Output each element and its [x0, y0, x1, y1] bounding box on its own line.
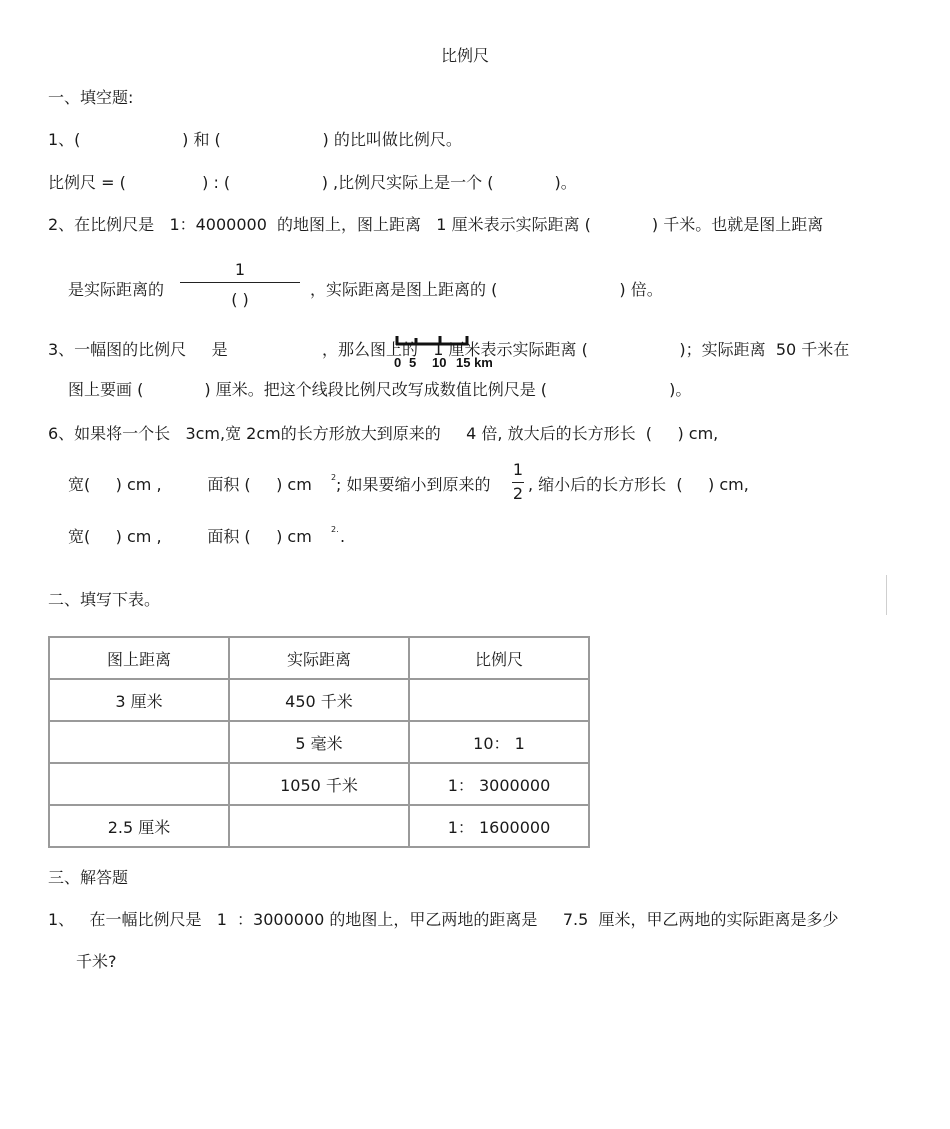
- table-cell: [49, 763, 229, 805]
- question-2-fraction: [180, 260, 300, 310]
- scale-label-5: 5: [409, 355, 417, 370]
- line-scale-bar: [394, 334, 504, 374]
- table-cell: [229, 805, 409, 847]
- table-row: [49, 679, 589, 721]
- table-cell: 1： 3000000: [409, 763, 589, 805]
- question-6-line1: 6、如果将一个长 3cm,宽 2cm的长方形放大到原来的 4 倍, 放大后的长方形长 ( ) cm,: [48, 424, 719, 443]
- question-2-line1: 2、在比例尺是 1：4000000 的地图上，图上距离 1 厘米表示实际距离 ( ) 千米。也就是图上距离: [48, 215, 824, 234]
- divider: [886, 575, 887, 615]
- scale-label-0: 0: [394, 355, 402, 370]
- table-cell: 2.5 厘米: [49, 805, 229, 847]
- table-cell: [49, 721, 229, 763]
- table-row: [49, 763, 589, 805]
- half-denominator: 2: [512, 484, 524, 503]
- table-cell: 1： 1600000: [409, 805, 589, 847]
- table-row: [49, 721, 589, 763]
- question-3-line2: 图上要画 ( ) 厘米。把这个线段比例尺改写成数值比例尺是 ( )。: [68, 380, 692, 399]
- table-cell: [409, 679, 589, 721]
- scale-bar-lines: [396, 336, 468, 345]
- scale-label-15km: 15 km: [456, 355, 493, 370]
- table-cell: 450 千米: [229, 679, 409, 721]
- table-header-row: [49, 637, 589, 679]
- problem-1-line1: 1、 在一幅比例尺是 1 ：3000000 的地图上，甲乙两地的距离是 7.5 厘米，甲乙两地的实际距离是多少: [48, 910, 839, 929]
- problem-1-line2: 千米?: [76, 952, 117, 971]
- superscript-2: 2: [331, 473, 337, 482]
- table-cell: 10： 1: [409, 721, 589, 763]
- table-header-cell: 实际距离: [229, 637, 409, 679]
- superscript-2-dot: 2.: [331, 525, 339, 534]
- question-6-line3a: 宽( ) cm , 面积 ( ) cm: [68, 527, 312, 546]
- fraction-numerator: 1: [234, 260, 246, 279]
- section2-heading: 二、填写下表。: [48, 590, 161, 609]
- question-6-line3b: .: [340, 527, 346, 546]
- distance-table: [48, 636, 590, 848]
- scale-label-10: 10: [432, 355, 447, 370]
- half-numerator: 1: [512, 460, 524, 479]
- question-6-line2c: , 缩小后的长方形长 ( ) cm,: [528, 475, 749, 494]
- fraction-bar: [180, 282, 300, 283]
- question-6-line2a: 宽( ) cm , 面积 ( ) cm: [68, 475, 312, 494]
- page-title: 比例尺: [441, 46, 490, 65]
- question-6-line2b: ; 如果要缩小到原来的: [336, 475, 491, 494]
- fraction-denominator: ( ): [231, 290, 249, 309]
- question-1-line2: 比例尺 = ( ) : ( ) ,比例尺实际上是一个 ( )。: [48, 173, 577, 192]
- table-cell: 3 厘米: [49, 679, 229, 721]
- section3-heading: 三、解答题: [48, 868, 129, 887]
- half-fraction: [510, 461, 526, 503]
- section1-heading: 一、填空题:: [48, 88, 134, 107]
- question-2-prefix: 是实际距离的: [68, 280, 165, 299]
- question-2-suffix: ，实际距离是图上距离的 ( ) 倍。: [310, 280, 663, 299]
- table-row: [49, 805, 589, 847]
- table-header-cell: 图上距离: [49, 637, 229, 679]
- question-3-part-b: ，那么图上的 1 厘米表示实际距离 ( )；实际距离 50 千米在: [322, 340, 850, 359]
- table-cell: 1050 千米: [229, 763, 409, 805]
- question-3-part-a: 3、一幅图的比例尺 是: [48, 340, 228, 359]
- table-cell: 5 毫米: [229, 721, 409, 763]
- question-1-line1: 1、( ) 和 ( ) 的比叫做比例尺。: [48, 130, 462, 149]
- half-fraction-bar: [512, 482, 524, 483]
- table-header-cell: 比例尺: [409, 637, 589, 679]
